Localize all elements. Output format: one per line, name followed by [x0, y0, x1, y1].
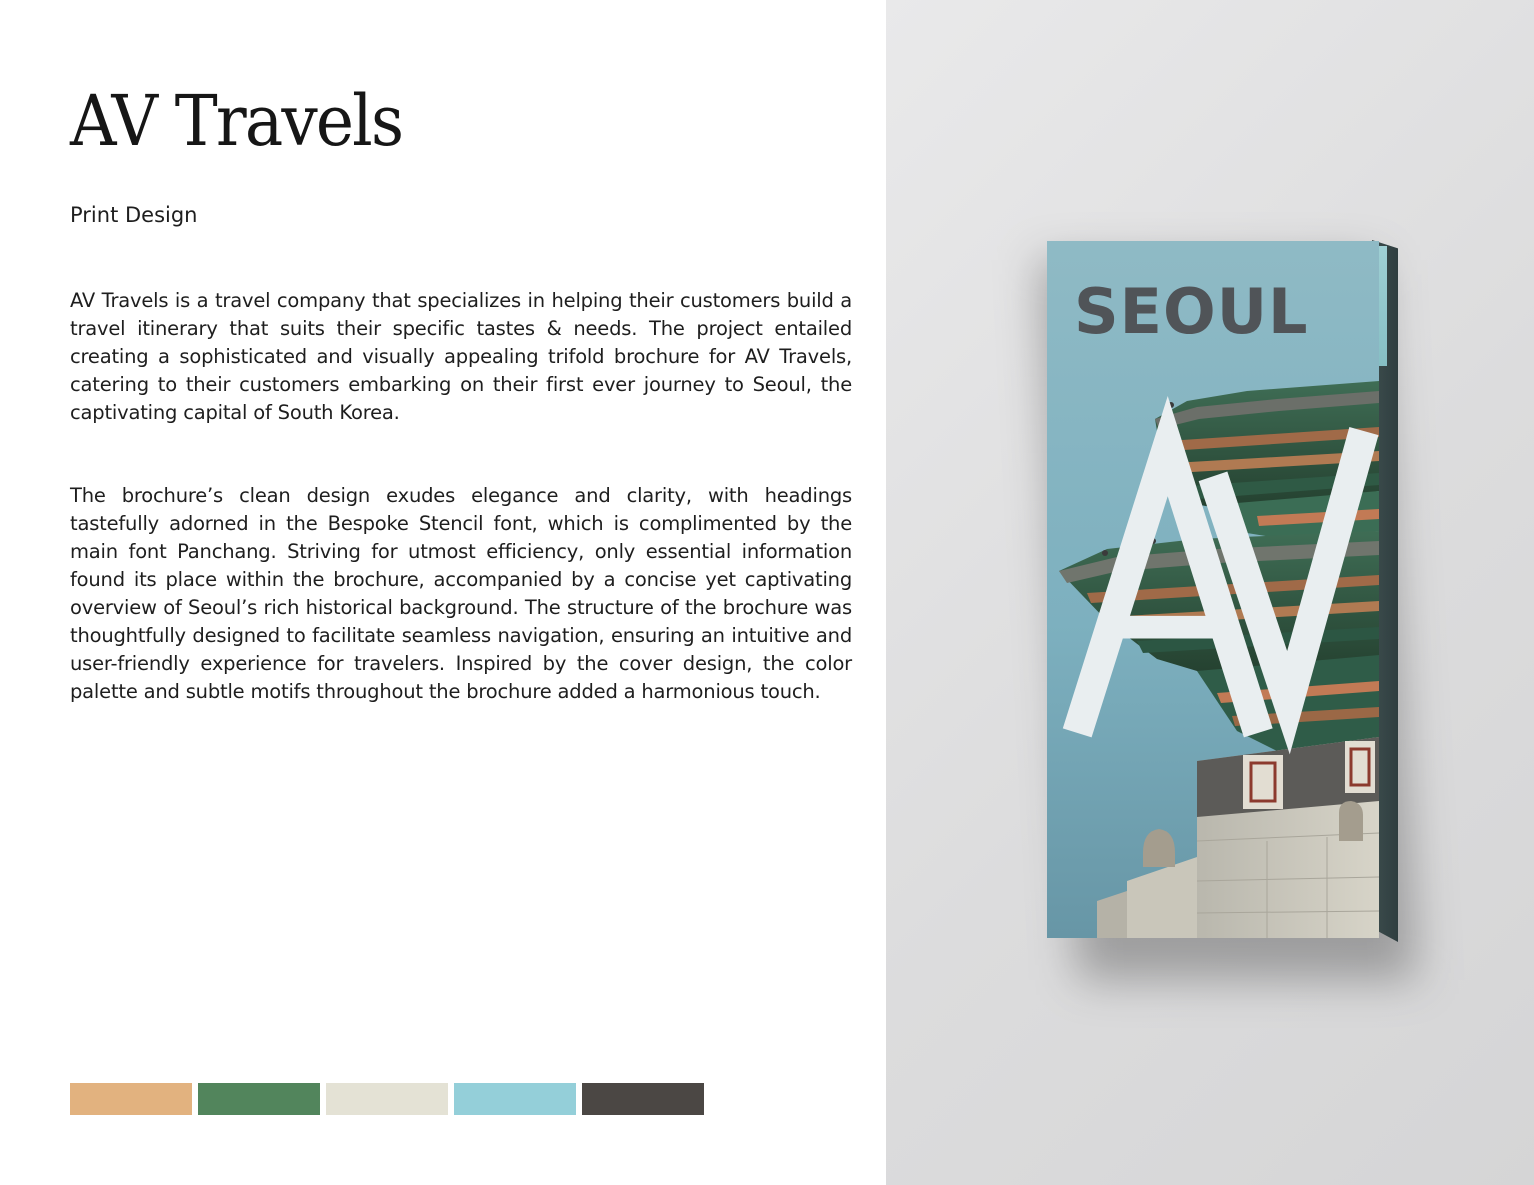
av-logo-icon [1047, 241, 1379, 938]
swatch-charcoal [582, 1083, 704, 1115]
swatch-green [198, 1083, 320, 1115]
description-paragraph-1: AV Travels is a travel company that specializes in helping their customers build a travel itinerary that suits their specific tastes & needs. The project entailed creating a sophisticated and visually appealing trifold brochure for AV Travels, catering to their customers embarking on their first ever journey to Seoul, the captivating capital of South Korea. [70, 289, 852, 424]
swatch-sky-blue [454, 1083, 576, 1115]
project-category: Print Design [70, 203, 198, 227]
swatch-tan [70, 1083, 192, 1115]
brochure-back-strip [1378, 246, 1387, 366]
description-paragraph-2: The brochure’s clean design exudes elegance and clarity, with headings tastefully adorned in the Bespoke Stencil font, which is complimented by the main font Panchang. Striving for utmost efficiency, only essential information found its place within the brochure, accompanied by a concise yet captivating overview of Seoul’s rich historical background. The structure of the brochure was thoughtfully designed to facilitate seamless navigation, ensuring an intuitive and user-friendly experience for travelers. Inspired by the cover design, the color palette and subtle motifs throughout the brochure added a harmonious touch. [70, 484, 852, 703]
project-title: AV Travels [70, 80, 403, 162]
cover-heading: SEOUL [1074, 275, 1309, 348]
color-palette [70, 1083, 704, 1115]
swatch-cream [326, 1083, 448, 1115]
brochure-cover [1047, 241, 1379, 938]
